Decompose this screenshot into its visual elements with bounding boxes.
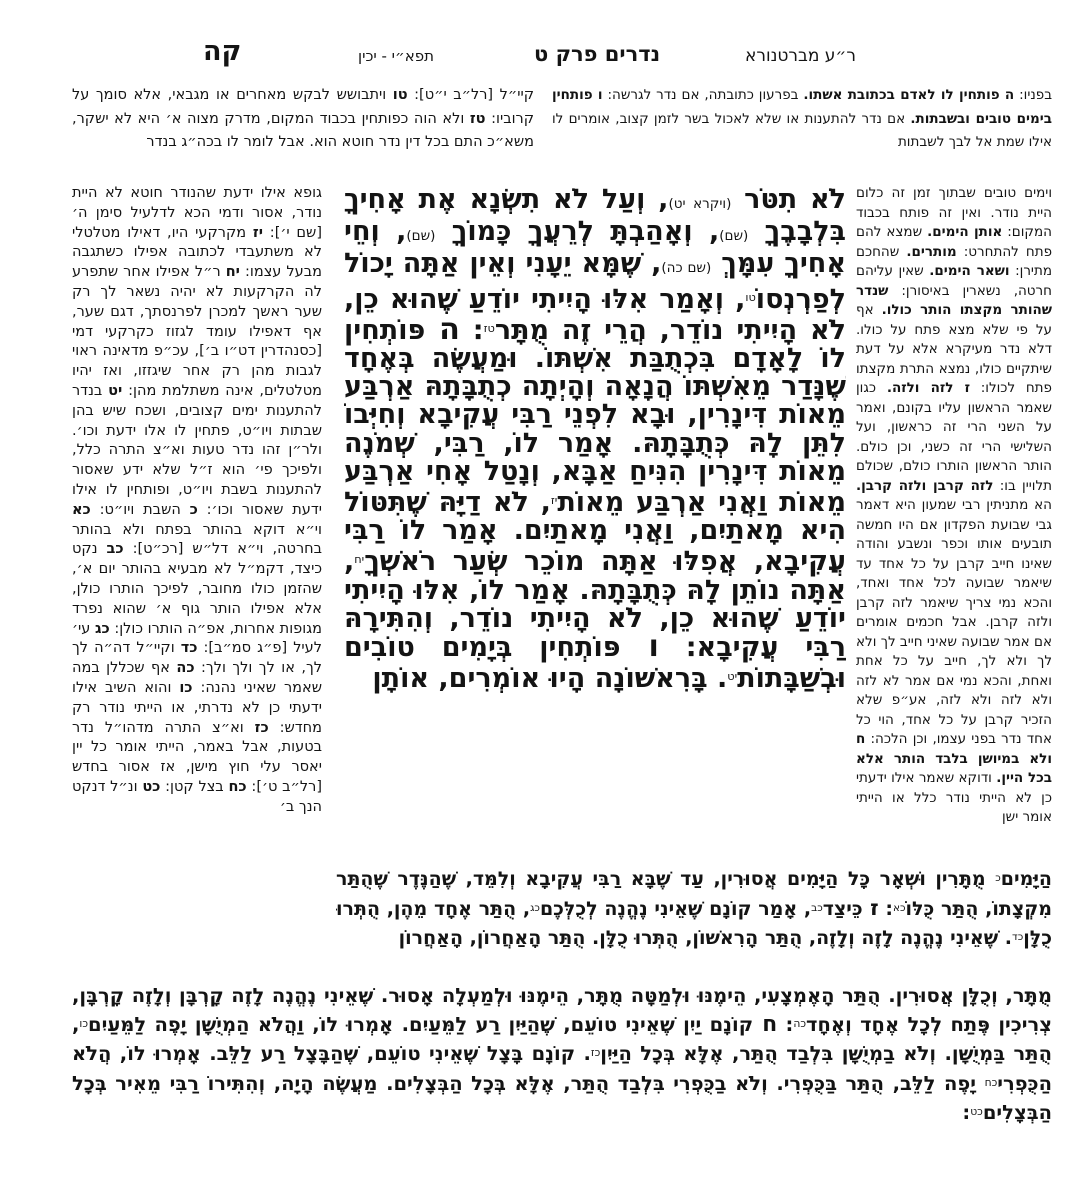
mishnah-center-column: לֹא תִטֹּר (ויקרא יט), וְעַל לֹא תִשְׂנָא אֶת אָחִיךָ בִּלְבָבֶךָ (שם), וְאָהַבְתָּ לְרֵעֲךָ כָּמוֹךָ (שם), וְחֵי אָחִיךָ עִמָּךְ (שם כה), שֶׁמָּא יֵעָנִי וְאֵין אַתָּה יָכוֹל לְפַרְנְסוֹ$^{טו}$, וְאָמַר אִלּוּ הָיִיתִי יוֹדֵעַ שֶׁהוּא כֵן, לֹא הָיִיתִי נוֹדֵר, הֲרֵי זֶה מֻתָּר$^{טז}$: ה פּוֹתְחִין לוֹ לָאָדָם בִּכְתֻבַּת אִשְׁתּוֹ. וּמַעֲשֶׂה בְּאֶחָד שֶׁנָּדַר מֵאִשְׁתּוֹ הֲנָאָה וְהָיְתָה כְתֻבָּתָהּ אַרְבַּע מֵאוֹת דִּינָרִין, וּבָא לִפְנֵי רַבִּי עֲקִיבָא וְחִיְּבוֹ לִתֵּן לָהּ כְּתֻבָּתָהּ. אָמַר לוֹ, רַבִּי, שְׁמֹנֶה מֵאוֹת דִּינָרִין הִנִּיחַ אַבָּא, וְנָטַל אָחִי אַרְבַּע מֵאוֹת וַאֲנִי אַרְבַּע מֵאוֹת$^{יז}$, לֹא דַיָּהּ שֶׁתִּטּוֹל הִיא מָאתַיִם, וַאֲנִי מָאתַיִם. אָמַר לוֹ רַבִּי עֲקִיבָא, אֲפִלּוּ אַתָּה מוֹכֵר שְׂעַר רֹאשְׁךָ$^{יח}$, אַתָּה נוֹתֵן לָהּ כְּתֻבָּתָהּ. אָמַר לוֹ, אִלּוּ הָיִיתִי יוֹדֵעַ שֶׁהוּא כֵן, לֹא הָיִיתִי נוֹדֵר, וְהִתִּירָהּ רַבִּי עֲקִיבָא: ו פּוֹתְחִין בְּיָמִים טוֹבִים וּבְשַׁבָּתוֹת$^{יט}$. בָּרִאשׁוֹנָה הָיוּ אוֹמְרִים, אוֹתָן — [344, 186, 846, 695]
header-chapter-title: נדרים פרק ט — [534, 42, 661, 66]
header-commentator-right: ר״ע מברטנורא — [745, 46, 856, 66]
mishnah-bottom-full-width: מֻתָּר, וְכֻלָּן אֲסוּרִין. הֻתַּר הָאֶמְצָעִי, הֵימֶנּוּ וּלְמַטָּה מֻתָּר, הֵימֶנּוּ וּלְמַעְלָה אָסוּר. שֶׁאֵינִי נֶהֱנֶה לָזֶה קָרְבָּן וְלָזֶה קָרְבָּן, צְרִיכִין פֶּתַח לְכָל אֶחָד וְאֶחָד$^{כה}$: ח קוֹנָם יַיִן שֶׁאֵינִי טוֹעֵם, שֶׁהַיַּיִן רַע לַמֵּעַיִם. אָמְרוּ לוֹ, וַהֲלֹא הַמְיֻשָּׁן יָפֶה לַמֵּעַיִם$^{כו}$, הֻתַּר בַּמְיֻשָּׁן. וְלֹא בַמְיֻשָּׁן בִּלְבַד הֻתַּר, אֶלָּא בְּכָל הַיַּיִן$^{כז}$. קוֹנָם בָּצָל שֶׁאֵינִי טוֹעֵם, שֶׁהַבָּצָל רַע לַלֵּב. אָמְרוּ לוֹ, הֲלֹא הַכֻּפְרִי$^{כח}$ יָפֶה לַלֵּב, הֻתַּר בַּכֻּפְרִי. וְלֹא בַכֻּפְרִי בִּלְבַד הֻתַּר, אֶלָּא בְּכָל הַבְּצָלִים. מַעֲשֶׂה הָיָה, וְהִתִּירוֹ רַבִּי מֵאִיר בְּכָל הַבְּצָלִים$^{כט}$: — [72, 984, 1052, 1124]
mishnah-bottom-beside-commentary: הַיָּמִים$^כ$ מֻתָּרִין וּשְׁאָר כָּל הַיָּמִים אֲסוּרִין, עַד שֶׁבָּא רַבִּי עֲקִיבָא וְלִמֵּד, שֶׁהַנֶּדֶר שֶׁהֻתַּר מִקְצָתוֹ, הֻתַּר כֻּלּוֹ$^{כא}$: ז כֵּיצַד$^{כב}$, אָמַר קוֹנָם שֶׁאֵינִי נֶהֱנֶה לְכֻלְּכֶם$^{כג}$, הֻתַּר אֶחָד מֵהֶן, הֻתְּרוּ כֻלָּן$^{כד}$. שֶׁאֵינִי נֶהֱנֶה לָזֶה וְלָזֶה, הֻתַּר הָרִאשׁוֹן, הֻתְּרוּ כֻלָּן. הֻתַּר הָאַחֲרוֹן, הָאַחֲרוֹן — [336, 868, 1052, 949]
header-commentator-left: תפא״י - יכין — [358, 47, 434, 65]
bartenura-commentary-column: וימים טובים שבתוך זמן זה כלום היית נודר. ואין זה פותח בכבוד המקום: אותן הימים. שמצא להם פתח להתחרט: מותרים. שהחכם מתירן: ושאר הימים. שאין עליהם חרטה, נשארין באיסורן: שנדר שהותר מקצתו הותר כולו. אף על פי שלא מצא פתח על כולו. דלא נדר מעיקרא אלא על דעת שיתקיים כולו, נמצא התרת מקצתו פתח לכולו: ז לזה ולזה. כגון שאמר הראשון עליו בקונם, ואמר על השני הרי זה כראשון, ועל השלישי הרי זה כשני, וכן כולם. הותר הראשון הותרו כולם, שכולם תלויין בו: לזה קרבן ולזה קרבן. הא מתניתין רבי שמעון היא דאמר גבי שבועת הפקדון אם היו חמשה תובעים אותו וכפר ונשבע והודה שאינו חייב קרבן על כל אחד עד שיאמר שבועה לכל אחד ואחד, והכא נמי צריך שיאמר לזה קרבן ולזה קרבן. אבל חכמים אומרים אם אמר שבועה שאיני חייב לך ולא לך ולא לך, חייב על כל אחת ואחת, והכא נמי אם אמר לא לזה ולא לזה ולא לזה, אע״פ שלא הזכיר קרבן על כל אחד, הוי כל אחד נדר בפני עצמו, וכן הלכה: ח ולא במיושן בלבד הותר אלא בכל היין. ודוקא שאמר אילו ידעתי כן לא הייתי נודר כלל או הייתי אומר ישן — [856, 185, 1052, 825]
yachin-commentary-column: גופא אילו ידעת שהנודר חוטא לא היית נודר, אסור ודמי הכא לדלעיל סימן ה׳ [שם י׳]: יז מקרקעי היו, דאילו מטלטלי לא משתעבדי לכתובה אפילו כשתגבה מבעל עצמו: יח ר״ל אפילו אחר שתפרע לה הקרקעות לא יהיה נשאר לך רק שער ראשך למכרן לפרנסתך, דגם שער, אף דאפילו עומד לגזוז כקרקעי דמי [כסנהדרין דט״ו ב׳], עכ״פ מדאינה ראוי לגבות מהן רק אחר שיגזזו, ואז יהיו מטלטלים, אינה משתלמת מהן: יט בנדר להתענות ימים קצובים, ושכח שיש בהן שבתות ויו״ט, פתחין לו אלו ידעת וכו׳. ולר״ן זהו נדר טעות וא״צ התרה כלל, ולפיכך פי׳ הוא ז״ל שלא ידע שאסור להתענות בשבת ויו״ט, ופותחין לו אילו ידעת שאסור וכו׳: כ השבת ויו״ט: כא וי״א דוקא בהותר בפתח ולא בהותר בחרטה, וי״א דל״ש [רכ״ט]: כב נקט כיצד, דקמ״ל לא מבעיא בהותר יום א׳, שהזמן כולו מחובר, לפיכך הותרו כולן, אלא אפילו הותר גוף א׳ שהוא נפרד מגופות אחרות, אפ״ה הותרו כולן: כג עי׳ לעיל [פ״ג סמ״ב]: כד וקיי״ל דה״ה לך לך, או לך ולך ולך: כה אף שכללן במה שאמר שאיני נהנה: כו והוא השיב אילו ידעתי כן לא נדרתי, או הייתי נודר רק מחדש: כז וא״צ התרה מדהו״ל נדר בטעות, אבל באמר, הייתי אומר כל יין יאסר עלי חוץ מישן, אז אסור בחדש [רל״ב ט׳]: כח בצל קטן: כט ונ״ל דנקט הנך ב׳ — [72, 185, 322, 815]
header-page-number: קה — [203, 36, 242, 67]
bartenura-commentary-top: בפניו: ה פותחין לו לאדם בכתובת אשתו. בפרעון כתובתה, אם נדר לגרשה: ו פותחין בימים טובים ובשבתות. אם נדר להתענות או שלא לאכול בשר לזמן קצוב, אומרים לו אילו שמת אל לבך לשבתות — [552, 87, 1052, 150]
yachin-commentary-top: קיי״ל [רל״ב י״ט]: טו ויתבושש לבקש מאחרים או מגבאי, אלא סומך על קרוביו: טז ולא הוה כפותחין בכבוד המקום, מדרק מצוה א׳ היא לא ישקר, משא״כ התם בכל דין נדר חוטא הוא. אבל לומר לו בכה״ג בנדר — [72, 87, 534, 150]
